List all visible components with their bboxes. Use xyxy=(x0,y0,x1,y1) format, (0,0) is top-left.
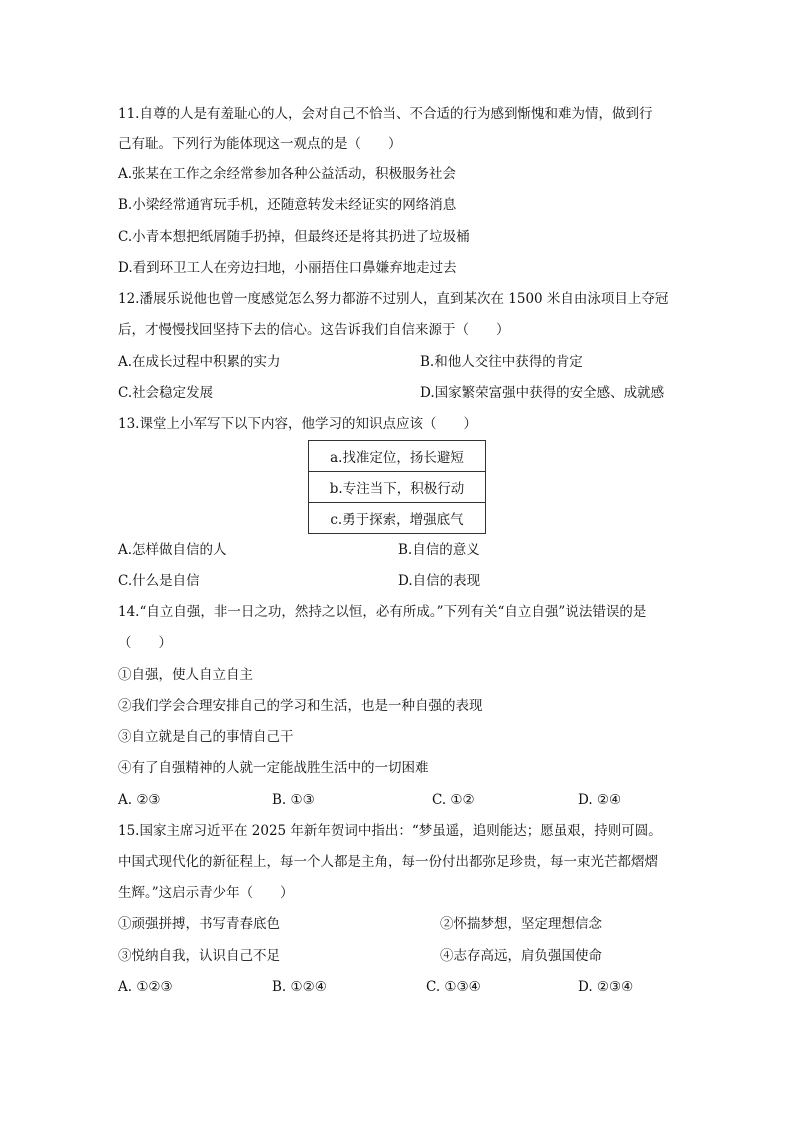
q15-option-a: A. ①②③ xyxy=(118,979,173,995)
q12-option-a: A.在成长过程中积累的实力 xyxy=(118,354,281,370)
q13-note-a: a.找准定位，扬长避短 xyxy=(309,441,486,472)
q11-option-a: A.张某在工作之余经常参加各种公益活动，积极服务社会 xyxy=(118,166,457,182)
q14-statement-3: ③自立就是自己的事情自己干 xyxy=(118,729,294,745)
q14-option-d: D. ②④ xyxy=(578,792,622,808)
q14-statement-1: ①自强，使人自立自主 xyxy=(118,667,253,683)
q11-option-d: D.看到环卫工人在旁边扫地，小丽捂住口鼻嫌弃地走过去 xyxy=(118,260,457,276)
q15-stem-line1: 15.国家主席习近平在 2025 年新年贺词中指出：“梦虽遥，追则能达；愿虽艰，持则可圆。 xyxy=(118,823,662,839)
q14-option-c: C. ①② xyxy=(432,792,475,808)
q14-stem-line1: 14.“自立自强，非一日之功，然持之以恒，必有所成。”下列有关“自立自强”说法错误的是 xyxy=(118,604,647,620)
q15-stem-line2: 中国式现代化的新征程上，每一个人都是主角，每一份付出都弥足珍贵，每一束光芒都熠熠 xyxy=(118,854,658,870)
q14-option-b: B. ①③ xyxy=(272,792,315,808)
q13-option-c: C.什么是自信 xyxy=(118,573,200,589)
q13-note-c: c.勇于探索，增强底气 xyxy=(309,503,486,534)
q15-statement-1: ①顽强拼搏，书写青春底色 xyxy=(118,916,280,932)
q15-statement-4: ④志存高远，肩负强国使命 xyxy=(440,948,602,964)
q13-stem: 13.课堂上小军写下以下内容，他学习的知识点应该（ ） xyxy=(118,416,477,432)
q13-notes-table xyxy=(308,440,486,534)
q12-option-b: B.和他人交往中获得的肯定 xyxy=(420,354,583,370)
q13-option-a: A.怎样做自信的人 xyxy=(118,542,227,558)
q15-statement-3: ③悦纳自我，认识自己不足 xyxy=(118,948,280,964)
q13-option-d: D.自信的表现 xyxy=(398,573,481,589)
q14-statement-4: ④有了自强精神的人就一定能战胜生活中的一切困难 xyxy=(118,760,429,776)
q12-option-d: D.国家繁荣富强中获得的安全感、成就感 xyxy=(420,385,665,401)
q12-stem-line1: 12.潘展乐说他也曾一度感觉怎么努力都游不过别人，直到某次在 1500 米自由泳项目上夺冠 xyxy=(118,291,669,307)
q11-option-b: B.小梁经常通宵玩手机，还随意转发未经证实的网络消息 xyxy=(118,197,457,213)
q11-stem-line1: 11.自尊的人是有羞耻心的人，会对自己不恰当、不合适的行为感到惭愧和难为情，做到行 xyxy=(118,106,653,122)
q12-option-c: C.社会稳定发展 xyxy=(118,385,214,401)
q13-option-b: B.自信的意义 xyxy=(398,542,480,558)
q15-statement-2: ②怀揣梦想，坚定理想信念 xyxy=(440,916,602,932)
q14-statement-2: ②我们学会合理安排自己的学习和生活，也是一种自强的表现 xyxy=(118,698,483,714)
q11-stem-line2: 己有耻。下列行为能体现这一观点的是（ ） xyxy=(118,136,402,152)
q12-stem-line2: 后，才慢慢找回坚持下去的信心。这告诉我们自信来源于（ ） xyxy=(118,322,510,338)
q14-stem-line2: （ ） xyxy=(118,635,172,651)
q15-option-c: C. ①③④ xyxy=(426,979,481,995)
q13-note-b: b.专注当下，积极行动 xyxy=(309,472,486,503)
q15-option-b: B. ①②④ xyxy=(272,979,327,995)
q11-option-c: C.小青本想把纸屑随手扔掉，但最终还是将其扔进了垃圾桶 xyxy=(118,229,470,245)
q15-stem-line3: 生辉。”这启示青少年（ ） xyxy=(118,885,294,901)
q15-option-d: D. ②③④ xyxy=(578,979,634,995)
q14-option-a: A. ②③ xyxy=(118,792,161,808)
